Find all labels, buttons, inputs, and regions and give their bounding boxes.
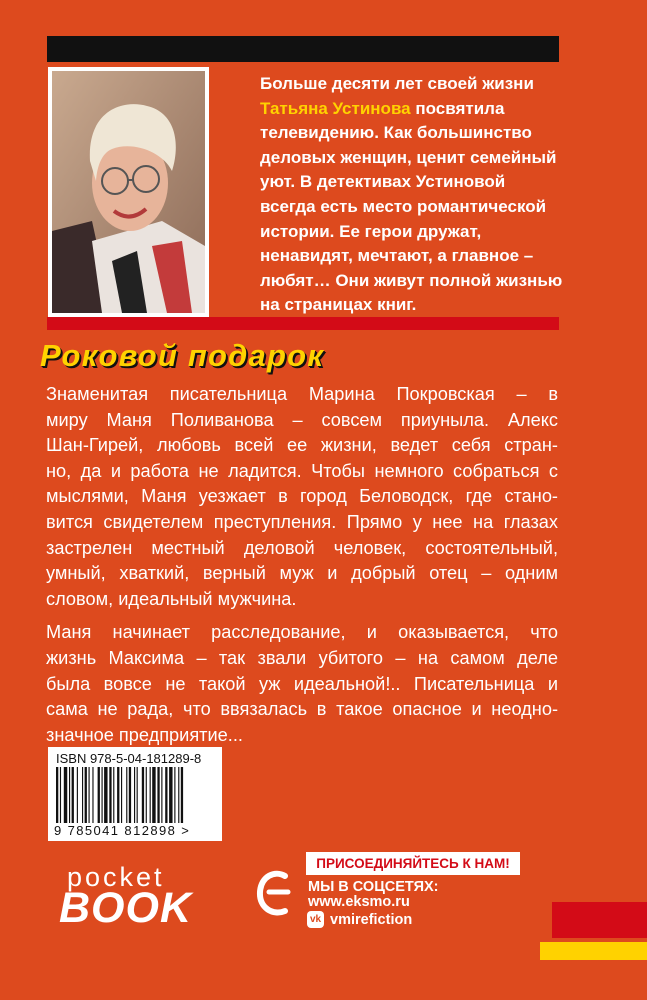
bio-line: истории. Ее герои дружат, [260,221,482,241]
description-line: была вовсе не такой уж идеальной!.. Писательница и [46,673,558,694]
red-divider-band [47,317,559,330]
isbn-barcode-box [48,747,222,841]
description-line: умный, хваткий, верный муж и добрый отец – одним [46,563,558,584]
decorative-red-stripe [552,902,647,938]
isbn-label: ISBN 978-5-04-181289-8 [56,751,202,766]
description-line: но, да и работа не ладится. Чтобы немного собраться с [46,460,558,481]
barcode-digits: 9 785041 812898 > [54,823,191,838]
author-bio [260,72,580,318]
description-line: жизнь Максима – так звали убитого – на самом деле [46,647,558,668]
description-line: значное предприятие... [46,724,243,745]
website-link[interactable]: www.eksmo.ru [308,894,410,910]
series-logo-book: BOOK [59,884,192,932]
join-us-badge: ПРИСОЕДИНЯЙТЕСЬ К НАМ! [306,852,520,875]
description-line: Маня начинает расследование, и оказывается, что [46,622,558,643]
bio-line: Больше десяти лет своей жизни [260,74,534,93]
description-line: мыслями, Маня уезжает в город Беловодск, где стано- [46,486,558,507]
description-line: словом, идеальный мужчина. [46,588,297,609]
description-line: Знаменитая писательница Марина Покровская – в [46,384,558,404]
description-line: вится свидетелем преступления. Прямо у нее на глазах [46,511,558,532]
description-line: миру Маня Поливанова – совсем приуныла. Алекс [46,409,558,430]
bio-line: всегда есть место романтической [260,196,547,216]
book-description [46,382,558,748]
bio-line: любят… Они живут полной жизнью [260,270,563,290]
barcode-icon [56,767,214,823]
bio-line: телевидению. Как большинство [260,123,532,143]
decorative-yellow-stripe [540,942,647,960]
book-title: Роковой подарок [40,338,325,373]
bio-line: уют. В детективах Устиновой [260,172,506,192]
vk-icon: vk [307,911,324,928]
description-line: сама не рада, что ввязалась в такое опасное и неодно- [46,699,558,720]
description-line: застрелен местный деловой человек, состоятельный, [46,537,558,558]
bio-line: деловых женщин, ценит семейный [260,147,557,167]
bio-line [260,97,580,122]
bio-line: на страницах книг. [260,295,417,315]
social-heading: МЫ В СОЦСЕТЯХ: [308,879,439,895]
series-logo-pocket: pocket [67,862,165,892]
author-portrait-image [52,71,205,313]
eksmo-logo-icon [255,868,299,918]
bio-line: ненавидят, мечтают, а главное – [260,246,534,266]
top-black-band [47,36,559,62]
author-name: Татьяна Устинова [260,98,411,118]
vk-link[interactable]: vmirefiction [330,912,413,928]
bio-text: посвятила [410,98,505,118]
author-photo [48,67,209,317]
description-line: Шан-Гирей, любовь всей ее жизни, ведет себя стран- [46,435,558,456]
